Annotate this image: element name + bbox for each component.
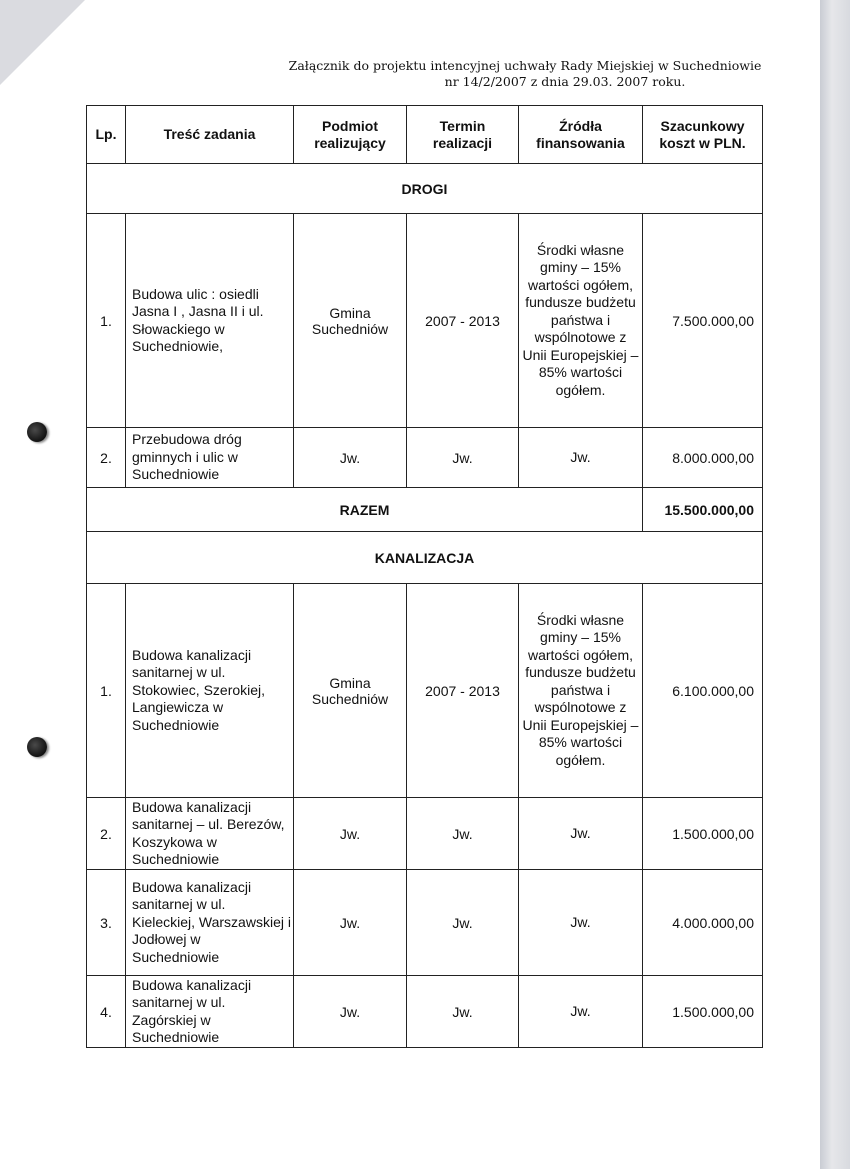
- cell-entity: Jw.: [294, 870, 407, 976]
- cell-term: 2007 - 2013: [407, 584, 519, 798]
- cell-lp: 2.: [87, 798, 126, 870]
- column-header-term: Termin realizacji: [407, 106, 519, 164]
- table-row: [87, 428, 763, 488]
- table-header-row: [87, 106, 763, 164]
- column-header-entity: Podmiot realizujący: [294, 106, 407, 164]
- cell-term: Jw.: [407, 976, 519, 1048]
- folded-corner: [0, 0, 85, 85]
- cell-source: Środki własne gminy – 15% wartości ogółem, fundusze budżetu państwa i wspólnotowe z Unii Europejskiej – 85% wartości ogółem.: [519, 584, 643, 798]
- total-row: [87, 488, 763, 532]
- cell-term: Jw.: [407, 870, 519, 976]
- header-line-1: Załącznik do projektu intencyjnej uchwały Rady Miejskiej w Suchedniowie: [288, 58, 762, 73]
- cell-cost: 6.100.000,00: [643, 584, 763, 798]
- cell-cost: 8.000.000,00: [643, 428, 763, 488]
- cell-entity: Jw.: [294, 428, 407, 488]
- cell-cost: 1.500.000,00: [643, 798, 763, 870]
- table-row: [87, 798, 763, 870]
- cell-entity: Gmina Suchedniów: [294, 214, 407, 428]
- cell-task: Budowa kanalizacji sanitarnej w ul. Kieleckiej, Warszawskiej i Jodłowej w Suchedniowie: [126, 870, 294, 976]
- cell-lp: 4.: [87, 976, 126, 1048]
- column-header-task: Treść zadania: [126, 106, 294, 164]
- table-row: [87, 214, 763, 428]
- cell-entity: Gmina Suchedniów: [294, 584, 407, 798]
- document-header: [230, 58, 820, 90]
- cell-task: Budowa kanalizacji sanitarnej w ul. Zagórskiej w Suchedniowie: [126, 976, 294, 1048]
- section-row-roads: [87, 164, 763, 214]
- total-value: 15.500.000,00: [643, 488, 763, 532]
- section-title-sewer: KANALIZACJA: [87, 532, 763, 584]
- section-title-roads: DROGI: [87, 164, 763, 214]
- cell-cost: 1.500.000,00: [643, 976, 763, 1048]
- table-row: [87, 976, 763, 1048]
- table-row: [87, 870, 763, 976]
- column-header-lp: Lp.: [87, 106, 126, 164]
- cell-task: Budowa ulic : osiedli Jasna I , Jasna II i ul. Słowackiego w Suchedniowie,: [126, 214, 294, 428]
- cell-term: 2007 - 2013: [407, 214, 519, 428]
- cell-term: Jw.: [407, 428, 519, 488]
- cell-source: Środki własne gminy – 15% wartości ogółem, fundusze budżetu państwa i wspólnotowe z Unii Europejskiej – 85% wartości ogółem.: [519, 214, 643, 428]
- cell-lp: 2.: [87, 428, 126, 488]
- section-row-sewer: [87, 532, 763, 584]
- cell-lp: 3.: [87, 870, 126, 976]
- cell-source: Jw.: [519, 428, 643, 488]
- cell-source: Jw.: [519, 798, 643, 870]
- task-table: [86, 105, 763, 1048]
- cell-lp: 1.: [87, 214, 126, 428]
- total-label: RAZEM: [87, 488, 643, 532]
- cell-source: Jw.: [519, 976, 643, 1048]
- punch-hole-icon: [27, 422, 47, 442]
- cell-task: Przebudowa dróg gminnych i ulic w Suchedniowie: [126, 428, 294, 488]
- cell-source: Jw.: [519, 870, 643, 976]
- cell-entity: Jw.: [294, 976, 407, 1048]
- cell-task: Budowa kanalizacji sanitarnej w ul. Stokowiec, Szerokiej, Langiewicza w Suchedniowie: [126, 584, 294, 798]
- cell-cost: 4.000.000,00: [643, 870, 763, 976]
- scanner-edge: [820, 0, 850, 1169]
- cell-cost: 7.500.000,00: [643, 214, 763, 428]
- cell-term: Jw.: [407, 798, 519, 870]
- cell-lp: 1.: [87, 584, 126, 798]
- column-header-cost: Szacunkowy koszt w PLN.: [643, 106, 763, 164]
- column-header-source: Źródła finansowania: [519, 106, 643, 164]
- cell-entity: Jw.: [294, 798, 407, 870]
- table-row: [87, 584, 763, 798]
- punch-hole-icon: [27, 737, 47, 757]
- header-line-2: nr 14/2/2007 z dnia 29.03. 2007 roku.: [444, 74, 686, 89]
- cell-task: Budowa kanalizacji sanitarnej – ul. Berezów, Koszykowa w Suchedniowie: [126, 798, 294, 870]
